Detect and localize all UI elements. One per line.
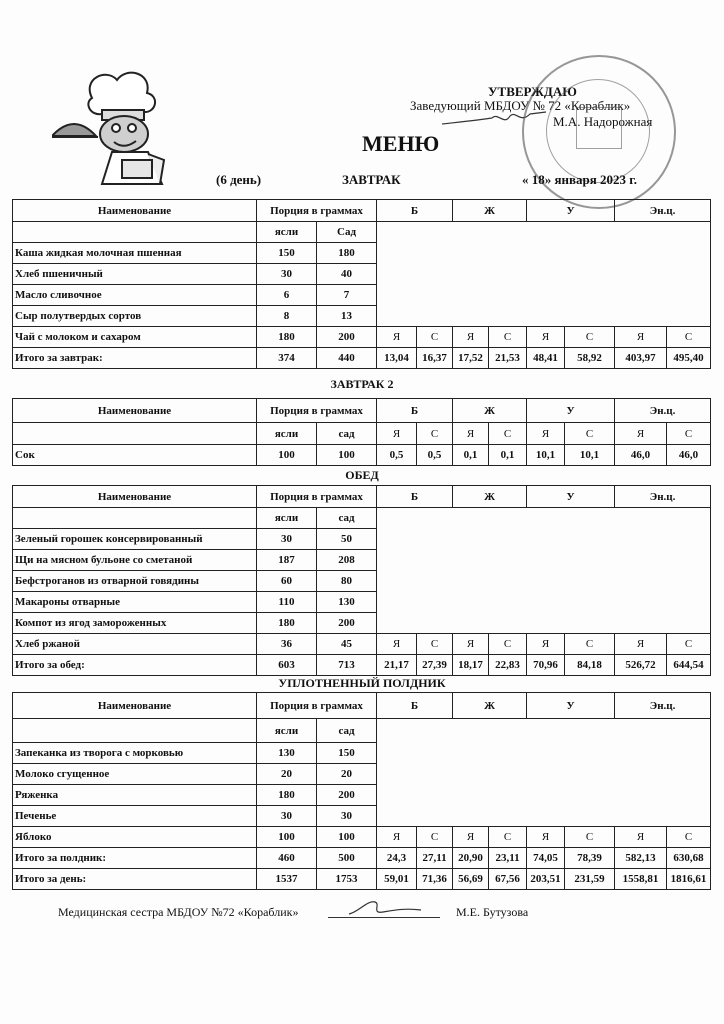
nutrient-value: 630,68 (667, 848, 711, 869)
portion-garden: 130 (317, 592, 377, 613)
day-total-garden: 1753 (317, 869, 377, 890)
total-garden: 713 (317, 655, 377, 676)
portion-garden: 100 (317, 827, 377, 848)
col-s: С (417, 423, 453, 445)
portion-nursery: 30 (257, 529, 317, 550)
dish-name: Хлеб ржаной (13, 634, 257, 655)
nutrient-value: 0,1 (489, 445, 527, 466)
date-label: « 18» января 2023 г. (522, 172, 637, 187)
col-en: Эн.ц. (615, 693, 711, 719)
dish-name: Яблоко (13, 827, 257, 848)
col-s: С (667, 634, 711, 655)
col-ya: Я (377, 423, 417, 445)
meal-label: ЗАВТРАК (342, 172, 401, 187)
nutrient-value: 56,69 (453, 869, 489, 890)
col-en: Эн.ц. (615, 486, 711, 508)
portion-garden: 100 (317, 445, 377, 466)
col-nursery: ясли (257, 508, 317, 529)
col-s: С (565, 423, 615, 445)
nutrient-value: 70,96 (527, 655, 565, 676)
head-title: Заведующий МБДОУ № 72 «Кораблик» (410, 98, 631, 113)
col-ya: Я (527, 827, 565, 848)
head-name: М.А. Надорожная (553, 114, 653, 129)
nutrient-value: 58,92 (565, 348, 615, 369)
col-s: С (417, 327, 453, 348)
col-name: Наименование (13, 486, 257, 508)
col-en: Эн.ц. (615, 399, 711, 423)
dish-name: Запеканка из творога с морковью (13, 743, 257, 764)
portion-nursery: 180 (257, 327, 317, 348)
col-s: С (565, 827, 615, 848)
total-nursery: 460 (257, 848, 317, 869)
col-u: У (527, 693, 615, 719)
col-s: С (489, 327, 527, 348)
col-ya: Я (453, 827, 489, 848)
dish-name: Зеленый горошек консервированный (13, 529, 257, 550)
portion-garden: 80 (317, 571, 377, 592)
menu-title: МЕНЮ (362, 131, 440, 156)
col-ya: Я (377, 327, 417, 348)
col-garden: сад (317, 508, 377, 529)
portion-nursery: 180 (257, 785, 317, 806)
col-ya: Я (453, 423, 489, 445)
dish-name: Молоко сгущенное (13, 764, 257, 785)
nutrient-value: 20,90 (453, 848, 489, 869)
dish-name: Ряженка (13, 785, 257, 806)
col-s: С (667, 327, 711, 348)
nutrient-value: 10,1 (565, 445, 615, 466)
nurse-name: М.Е. Бутузова (456, 905, 529, 919)
nutrient-value: 46,0 (615, 445, 667, 466)
dish-name: Сок (13, 445, 257, 466)
portion-nursery: 187 (257, 550, 317, 571)
col-portion: Порция в граммах (257, 486, 377, 508)
col-nursery: ясли (257, 719, 317, 743)
col-s: С (489, 634, 527, 655)
col-portion: Порция в граммах (257, 399, 377, 423)
col-u: У (527, 399, 615, 423)
nutrient-value: 24,3 (377, 848, 417, 869)
col-u: У (527, 486, 615, 508)
portion-garden: 45 (317, 634, 377, 655)
approve-label: УТВЕРЖДАЮ (488, 84, 577, 99)
col-name: Наименование (13, 399, 257, 423)
portion-garden: 50 (317, 529, 377, 550)
col-zh: Ж (453, 200, 527, 222)
nurse-title: Медицинская сестра МБДОУ №72 «Кораблик» (58, 905, 299, 919)
col-ya: Я (615, 327, 667, 348)
dish-name: Сыр полутвердых сортов (13, 306, 257, 327)
portion-nursery: 30 (257, 264, 317, 285)
nutrient-value: 21,17 (377, 655, 417, 676)
portion-garden: 208 (317, 550, 377, 571)
portion-nursery: 180 (257, 613, 317, 634)
col-s: С (489, 827, 527, 848)
day-total-nursery: 1537 (257, 869, 317, 890)
portion-nursery: 36 (257, 634, 317, 655)
col-nursery: ясли (257, 222, 317, 243)
total-label: Итого за полдник: (13, 848, 257, 869)
section-breakfast2: ЗАВТРАК 2 (330, 377, 394, 391)
nutrient-value: 231,59 (565, 869, 615, 890)
day-total-label: Итого за день: (13, 869, 257, 890)
col-en: Эн.ц. (615, 200, 711, 222)
nutrient-value: 23,11 (489, 848, 527, 869)
snack-table (12, 692, 711, 890)
col-ya: Я (527, 634, 565, 655)
dish-name: Щи на мясном бульоне со сметаной (13, 550, 257, 571)
portion-nursery: 60 (257, 571, 317, 592)
nutrient-value: 78,39 (565, 848, 615, 869)
dish-name: Бефстроганов из отварной говядины (13, 571, 257, 592)
nutrient-value: 46,0 (667, 445, 711, 466)
portion-nursery: 20 (257, 764, 317, 785)
col-s: С (417, 634, 453, 655)
nutrient-value: 0,5 (377, 445, 417, 466)
total-nursery: 603 (257, 655, 317, 676)
portion-garden: 30 (317, 806, 377, 827)
dish-name: Печенье (13, 806, 257, 827)
lunch-table (12, 485, 711, 676)
col-s: С (667, 423, 711, 445)
portion-garden: 40 (317, 264, 377, 285)
col-garden: Сад (317, 222, 377, 243)
col-zh: Ж (453, 693, 527, 719)
nutrient-value: 18,17 (453, 655, 489, 676)
col-nursery: ясли (257, 423, 317, 445)
breakfast2-table (12, 398, 711, 466)
portion-garden: 150 (317, 743, 377, 764)
portion-garden: 200 (317, 785, 377, 806)
nutrient-value: 67,56 (489, 869, 527, 890)
nutrient-value: 27,39 (417, 655, 453, 676)
portion-nursery: 30 (257, 806, 317, 827)
day-label: (6 день) (216, 172, 262, 187)
section-snack: УПЛОТНЕННЫЙ ПОЛДНИК (278, 676, 446, 690)
total-garden: 440 (317, 348, 377, 369)
col-portion: Порция в граммах (257, 200, 377, 222)
breakfast-table (12, 199, 711, 369)
portion-nursery: 6 (257, 285, 317, 306)
col-s: С (565, 634, 615, 655)
section-lunch: ОБЕД (345, 468, 379, 482)
chef-illustration (52, 68, 182, 186)
nutrient-value: 71,36 (417, 869, 453, 890)
nutrient-value: 403,97 (615, 348, 667, 369)
nutrient-value: 21,53 (489, 348, 527, 369)
dish-name: Масло сливочное (13, 285, 257, 306)
dish-name: Макароны отварные (13, 592, 257, 613)
nutrient-value: 0,1 (453, 445, 489, 466)
col-s: С (489, 423, 527, 445)
total-garden: 500 (317, 848, 377, 869)
col-s: С (417, 827, 453, 848)
col-name: Наименование (13, 200, 257, 222)
col-s: С (667, 827, 711, 848)
col-zh: Ж (453, 486, 527, 508)
dish-name: Хлеб пшеничный (13, 264, 257, 285)
portion-nursery: 150 (257, 243, 317, 264)
col-b: Б (377, 399, 453, 423)
portion-garden: 180 (317, 243, 377, 264)
nutrient-value: 1558,81 (615, 869, 667, 890)
col-ya: Я (527, 423, 565, 445)
col-zh: Ж (453, 399, 527, 423)
nutrient-value: 495,40 (667, 348, 711, 369)
nutrient-value: 59,01 (377, 869, 417, 890)
col-ya: Я (377, 827, 417, 848)
nutrient-value: 13,04 (377, 348, 417, 369)
col-s: С (565, 327, 615, 348)
nutrient-value: 16,37 (417, 348, 453, 369)
dish-name: Компот из ягод замороженных (13, 613, 257, 634)
col-ya: Я (615, 634, 667, 655)
nutrient-value: 84,18 (565, 655, 615, 676)
total-label: Итого за завтрак: (13, 348, 257, 369)
nutrient-value: 1816,61 (667, 869, 711, 890)
col-b: Б (377, 486, 453, 508)
col-garden: сад (317, 423, 377, 445)
nutrient-value: 48,41 (527, 348, 565, 369)
col-ya: Я (527, 327, 565, 348)
nutrient-value: 10,1 (527, 445, 565, 466)
col-garden: сад (317, 719, 377, 743)
portion-nursery: 100 (257, 445, 317, 466)
col-b: Б (377, 693, 453, 719)
col-b: Б (377, 200, 453, 222)
col-ya: Я (615, 827, 667, 848)
nutrient-value: 644,54 (667, 655, 711, 676)
portion-nursery: 130 (257, 743, 317, 764)
portion-garden: 20 (317, 764, 377, 785)
col-ya: Я (453, 327, 489, 348)
portion-garden: 7 (317, 285, 377, 306)
portion-garden: 13 (317, 306, 377, 327)
col-u: У (527, 200, 615, 222)
nutrient-value: 203,51 (527, 869, 565, 890)
portion-garden: 200 (317, 327, 377, 348)
nurse-signature (345, 896, 425, 918)
nutrient-value: 0,5 (417, 445, 453, 466)
total-label: Итого за обед: (13, 655, 257, 676)
portion-nursery: 100 (257, 827, 317, 848)
nutrient-value: 582,13 (615, 848, 667, 869)
nutrient-value: 27,11 (417, 848, 453, 869)
nutrient-value: 17,52 (453, 348, 489, 369)
col-ya: Я (377, 634, 417, 655)
col-name: Наименование (13, 693, 257, 719)
col-ya: Я (615, 423, 667, 445)
nutrient-value: 526,72 (615, 655, 667, 676)
col-ya: Я (453, 634, 489, 655)
nutrient-value: 74,05 (527, 848, 565, 869)
portion-nursery: 8 (257, 306, 317, 327)
dish-name: Чай с молоком и сахаром (13, 327, 257, 348)
dish-name: Каша жидкая молочная пшенная (13, 243, 257, 264)
total-nursery: 374 (257, 348, 317, 369)
col-portion: Порция в граммах (257, 693, 377, 719)
portion-garden: 200 (317, 613, 377, 634)
nutrient-value: 22,83 (489, 655, 527, 676)
portion-nursery: 110 (257, 592, 317, 613)
